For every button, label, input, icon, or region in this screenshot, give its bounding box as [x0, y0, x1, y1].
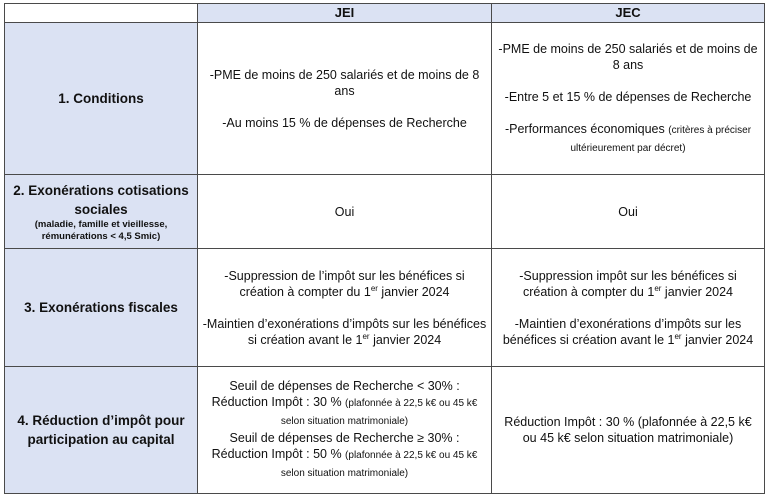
- jec-condition-3-note: (critères à préciser ultérieurement par décret): [570, 124, 752, 154]
- header-jei: JEI: [198, 4, 492, 23]
- cell-jei-tax-reduction: [198, 367, 492, 494]
- jei-fiscal-1: [202, 268, 487, 300]
- jei-threshold-1: Seuil de dépenses de Recherche < 30% :: [229, 379, 460, 393]
- jei-reduction-2-note: (plafonnée à 22,5 k€ ou 45 k€ selon situation matrimoniale): [280, 450, 478, 479]
- jec-fiscal-2-sup: er: [674, 331, 682, 341]
- jei-condition-2: -Au moins 15 % de dépenses de Recherche: [222, 115, 467, 130]
- jec-fiscal-2-text: -Maintien d’exonérations d’impôts sur les bénéfices si création avant le 1: [502, 316, 742, 347]
- jec-condition-3-main: -Performances économiques: [504, 121, 665, 136]
- header-jec: JEC: [492, 4, 765, 23]
- cell-jec-tax-reduction: Réduction Impôt : 30 % (plafonnée à 22,5 k€ ou 45 k€ selon situation matrimoniale): [492, 367, 765, 494]
- jei-fiscal-1-text: -Suppression de l’impôt sur les bénéfices si création à compter du 1: [224, 268, 465, 299]
- jec-fiscal-2-date: janvier 2024: [681, 332, 754, 347]
- cell-jec-fiscal: [492, 249, 765, 367]
- jei-fiscal-2: [202, 316, 487, 348]
- jec-condition-1: -PME de moins de 250 salariés et de moins de 8 ans: [498, 41, 758, 72]
- jei-fiscal-2-text: -Maintien d’exonérations d’impôts sur les bénéfices si création avant le 1: [202, 316, 487, 347]
- comparison-table: [4, 3, 765, 494]
- row-conditions: [5, 23, 765, 175]
- jei-reduction-2: [202, 446, 487, 482]
- cell-jec-conditions: [492, 23, 765, 175]
- cell-jei-conditions: [198, 23, 492, 175]
- row-label-social-note: (maladie, famille et vieillesse, rémunérations < 4,5 Smic): [34, 218, 168, 242]
- jec-condition-2: -Entre 5 et 15 % de dépenses de Recherche: [504, 89, 752, 104]
- row-label-fiscal: 3. Exonérations fiscales: [5, 249, 198, 367]
- jec-fiscal-1: [496, 268, 760, 300]
- row-social: [5, 175, 765, 249]
- corner-cell: [5, 4, 198, 23]
- row-fiscal: [5, 249, 765, 367]
- row-label-tax-reduction: 4. Réduction d’impôt pour participation au capital: [5, 367, 198, 494]
- jec-fiscal-2: [496, 316, 760, 348]
- header-row: [5, 4, 765, 23]
- jei-fiscal-2-sup: er: [362, 331, 370, 341]
- jei-threshold-2: Seuil de dépenses de Recherche ≥ 30% :: [229, 431, 460, 445]
- jei-reduction-2-text: Réduction Impôt : 50 %: [211, 447, 342, 461]
- jei-fiscal-2-date: janvier 2024: [369, 332, 442, 347]
- row-label-social-main: 2. Exonérations cotisations sociales: [13, 182, 189, 217]
- row-label-conditions: 1. Conditions: [5, 23, 198, 175]
- jei-condition-1: -PME de moins de 250 salariés et de moins de 8 ans: [209, 67, 480, 98]
- jec-fiscal-1-sup: er: [654, 283, 662, 293]
- row-label-social: [5, 175, 198, 249]
- cell-jei-fiscal: [198, 249, 492, 367]
- jec-condition-3: [496, 121, 760, 157]
- jei-reduction-1-text: Réduction Impôt : 30 %: [211, 395, 342, 409]
- jec-fiscal-1-text: -Suppression impôt sur les bénéfices si création à compter du 1: [519, 268, 737, 299]
- jei-fiscal-1-sup: er: [370, 283, 378, 293]
- cell-jei-social: Oui: [198, 175, 492, 249]
- row-tax-reduction: [5, 367, 765, 494]
- cell-jec-social: Oui: [492, 175, 765, 249]
- jei-reduction-1-note: (plafonnée à 22,5 k€ ou 45 k€ selon situation matrimoniale): [280, 398, 478, 427]
- jei-fiscal-1-date: janvier 2024: [377, 284, 450, 299]
- jei-reduction-1: [202, 394, 487, 430]
- jec-fiscal-1-date: janvier 2024: [661, 284, 734, 299]
